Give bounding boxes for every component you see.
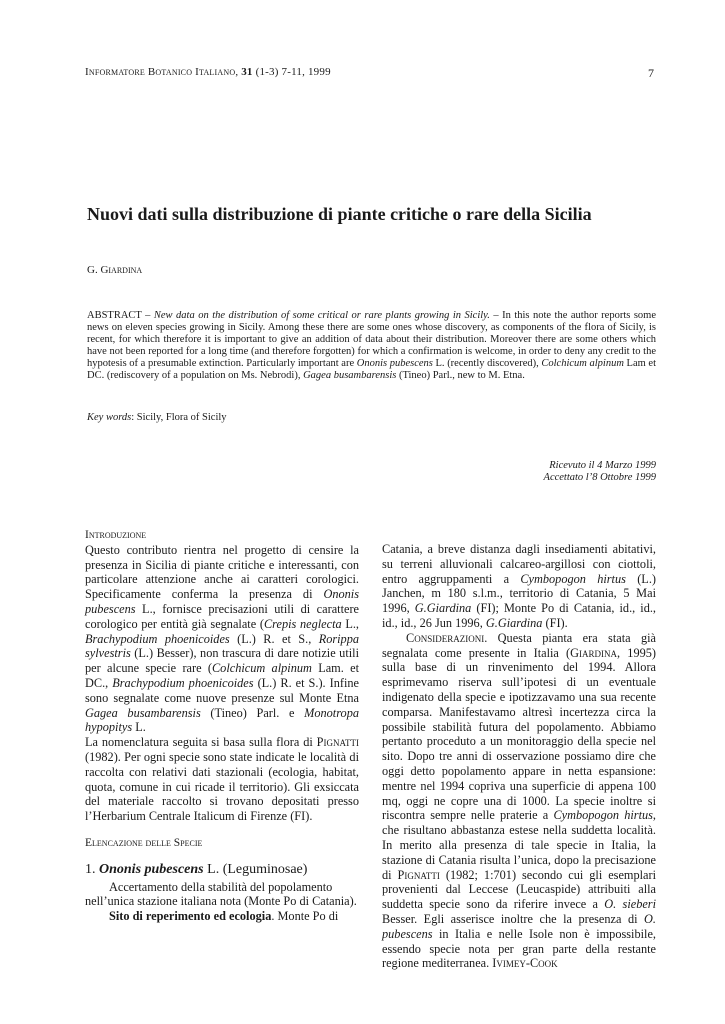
species-name: Colchicum alpinum: [541, 358, 624, 369]
body-text: La nomenclatura seguita si basa sulla flora di: [85, 735, 317, 750]
species-name: Ononis pubescens: [356, 358, 433, 369]
body-text: (L.) R. et S.). Infine sono segnalate come nuove presenze sul Monte Etna: [85, 675, 360, 705]
article-author: G. Giardina: [87, 264, 143, 276]
species-name: Ononis pubescens: [85, 587, 359, 616]
body-text: L.,: [341, 616, 359, 631]
abstract: [87, 310, 656, 382]
keywords-label: Key words: [87, 412, 132, 423]
body-text: (L.) R. et S.,: [229, 631, 319, 646]
body-text: , che risultano abbastanza estese nella suddetta località. In merito alla presenza di tale specie in Italia, la stazione di Catania risulta l’unica, dopo la precisazione di: [382, 808, 656, 882]
body-text: (L.) Besser), non trascura di dare notizie utili per alcune specie rare (: [85, 646, 359, 676]
abstract-text: L. (recently discovered),: [432, 358, 542, 369]
species-name: Rorippa sylvestris: [85, 631, 359, 661]
section-heading-species-list: Elencazione delle Specie: [85, 836, 203, 849]
species-name: Crepis neglecta: [263, 616, 342, 631]
body-text: (L.) Janchen, m 180 s.l.m., territorio di Catania, 5 Mai 1996,: [382, 571, 656, 616]
body-text: L., fornisce precisazioni utili di carattere corologico per entità già segnalate (: [85, 601, 359, 631]
running-head: Informatore Botanico Italiano, 31 (1-3) 7-11, 1999: [85, 66, 331, 78]
cited-author: Ivimey-Cook: [492, 956, 558, 971]
species-name: Gagea busambarensis: [303, 370, 397, 381]
page-number: 7: [648, 66, 654, 80]
collector-name: G.Giardina: [485, 615, 543, 630]
journal-volume: 31: [241, 66, 253, 78]
species-heading-name: Ononis pubescens: [99, 861, 204, 877]
body-text: (1982). Per ogni specie sono state indicate le località di raccolta con relativi dati stazionali (ecologia, habitat, quota, comune in cui ricade il territorio). Gli exsiccata del materiale raccolto si trovano depositati presso l’Herbarium Centrale Italicum di Firenze (FI).: [85, 749, 359, 824]
species-name: Cymbopogon hirtus: [553, 808, 653, 823]
species-author-family: L. (Leguminosae): [203, 861, 308, 877]
species-number: 1.: [85, 861, 99, 877]
species-name: Monotropa hypopitys: [85, 705, 359, 735]
body-text: (FI); Monte Po di Catania, id., id., id., id., 26 Jun 1996,: [382, 601, 656, 630]
body-text: Besser. Egli asserisce inoltre che la presenza di: [382, 911, 645, 926]
body-text: , 1995) sulla base di un rinvenimento del 1994. Allora esprimevamo riserva sull’ipotesi di un eventuale indigenato della specie e ipotizzavamo una sua recente comparsa. Manifestavamo altresì incertezza circa la possibile stabilità futura del popolamento. Abbiamo pertanto proceduto a un monitoraggio della specie nel sito. Dopo tre anni di osservazione possiamo dire che oggi detto popolamento appare in netta espansione: mentre nel 1994 copriva una superficie di appena 100 mq, oggi ne copre una di 1000. La specie inoltre si riscontra sempre nelle praterie a: [382, 645, 656, 823]
considerations-label: Considerazioni.: [406, 630, 488, 645]
received-accepted-dates: [430, 460, 656, 484]
body-text: Questo contributo rientra nel progetto di censire la presenza in Sicilia di piante critiche e interessanti, con particolare attenzione anche ai caratteri corologici. Specificamente conferma la presenza di: [85, 542, 359, 602]
body-text: (1982; 1:701) secondo cui gli esemplari provenienti dal Leccese (Leucaspide) attribuiti alla suddetta specie sono da riferire invece a: [382, 867, 657, 912]
keywords-text: : Sicily, Flora of Sicily: [131, 412, 227, 423]
abstract-text: Lam et DC. (rediscovery of a population on Ms. Nebrodi),: [87, 358, 657, 381]
abstract-text: – In this note the author reports some news on eleven species growing in Sicily. Among these there are some ones whose discovery, as components of the flora of Sicily, is recent, for which therefore it is important to give an addition of data about their distribution. Moreover there are some others which have not been reported for a long time (and therefore forgotten) for which a confirmation is welcome, in order to deny any credit to the hypotesis of a presumable extinction. Particularly important are: [87, 310, 656, 369]
species-site-paragraph: [85, 909, 359, 924]
site-label: Sito di reperimento ed ecologia: [109, 909, 272, 924]
species-name: O. sieberi: [604, 897, 656, 912]
article-title: Nuovi dati sulla distribuzione di piante critiche o rare della Sicilia: [87, 204, 592, 224]
species-name: Brachypodium phoenicoides: [85, 631, 230, 646]
left-column: [85, 528, 359, 924]
cited-author: Pignatti: [397, 867, 440, 882]
right-column: [382, 542, 656, 971]
cited-author: Pignatti: [316, 735, 359, 750]
abstract-english-title: New data on the distribution of some critical or rare plants growing in Sicily.: [153, 310, 490, 321]
body-text: Catania, a breve distanza dagli insediamenti abitativi, su terreni alluvionali calcareo-argillosi con ciottoli, entro aggruppamenti a: [382, 542, 656, 586]
species-paragraph-1: Accertamento della stabilità del popolamento nell’unica stazione italiana nota (Monte Po di Catania).: [85, 879, 357, 909]
abstract-label: ABSTRACT –: [87, 310, 154, 321]
species-name: Colchicum alpinum: [211, 661, 312, 676]
keywords: [87, 412, 227, 423]
intro-paragraph-1: [85, 543, 359, 735]
considerations-paragraph: [382, 631, 656, 971]
species-heading: [85, 863, 359, 878]
body-text: (FI).: [542, 615, 568, 630]
intro-paragraph-2: [85, 735, 359, 824]
accepted-date: Accettato l’8 Ottobre 1999: [543, 472, 656, 483]
species-name: Brachypodium phoenicoides: [112, 675, 254, 690]
cited-author: Giardina: [570, 645, 618, 660]
body-text: L.: [132, 720, 146, 735]
body-text: . Monte Po di: [271, 909, 339, 924]
species-name: Gagea busambarensis: [85, 705, 201, 720]
body-text: Lam. et DC.,: [85, 661, 359, 690]
issue-pages: (1-3) 7-11, 1999: [255, 66, 331, 78]
species-name: Cymbopogon hirtus: [520, 571, 626, 586]
collector-name: G.Giardina: [414, 601, 472, 616]
received-date: Ricevuto il 4 Marzo 1999: [549, 460, 656, 471]
site-details-paragraph: [382, 542, 656, 631]
abstract-text: (Tineo) Parl., new to M. Etna.: [396, 370, 525, 381]
body-text: Questa pianta era stata già segnalata come presente in Italia (: [382, 630, 656, 660]
body-text: (Tineo) Parl. e: [200, 705, 305, 720]
section-heading-introduction: Introduzione: [85, 529, 147, 541]
species-name: O. pubescens: [382, 911, 656, 941]
journal-name: Informatore Botanico Italiano: [85, 66, 236, 78]
body-text: in Italia e nelle Isole non è impossibile, essendo specie nota per gran parte della restante regione mediterranea.: [382, 926, 656, 971]
